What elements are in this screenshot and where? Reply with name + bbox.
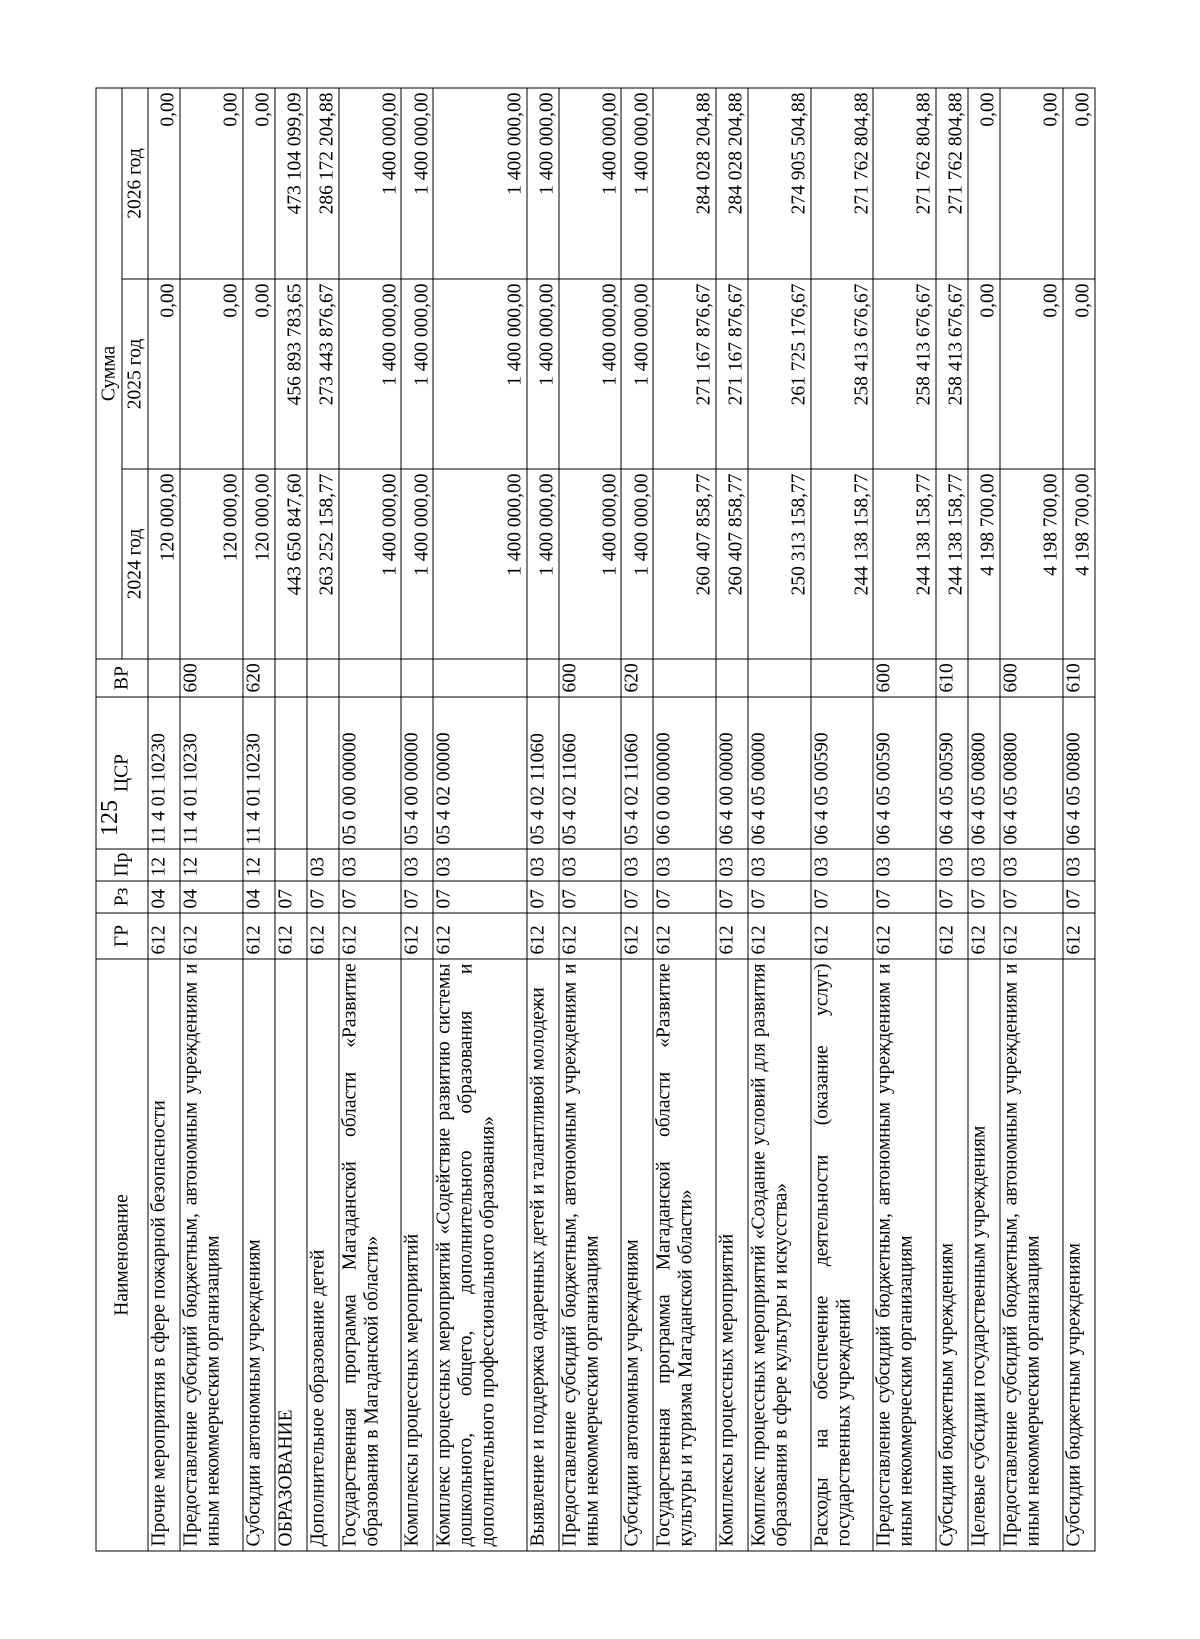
cell-gr: 612 [968, 913, 1000, 959]
cell-y2026: 1 400 000,00 [621, 88, 653, 279]
cell-y2025: 1 400 000,00 [527, 279, 559, 469]
cell-gr: 612 [1063, 913, 1095, 959]
cell-gr: 612 [621, 913, 653, 959]
cell-csr: 06 4 05 00590 [936, 697, 968, 849]
cell-y2024: 1 400 000,00 [527, 469, 559, 659]
table-row [148, 88, 180, 1551]
cell-y2026: 0,00 [148, 88, 180, 279]
cell-gr: 612 [275, 913, 307, 959]
cell-y2025: 0,00 [968, 279, 1000, 469]
header-2025: 2025 год [122, 279, 148, 469]
page-number: 125 [97, 800, 123, 836]
cell-vr: 600 [559, 659, 622, 697]
cell-csr: 05 4 02 11060 [559, 697, 622, 849]
cell-rz: 07 [653, 881, 716, 913]
cell-gr: 612 [527, 913, 559, 959]
cell-pr: 12 [148, 849, 180, 881]
cell-pr: 03 [716, 849, 748, 881]
cell-csr: 11 4 01 10230 [180, 697, 243, 849]
cell-vr: 610 [936, 659, 968, 697]
cell-name: Предоставление субсидий бюджетным, автономным учреждениям и иным некоммерческим организациям [873, 959, 936, 1551]
table-row [873, 88, 936, 1551]
cell-y2024: 120 000,00 [243, 469, 275, 659]
cell-y2025: 1 400 000,00 [621, 279, 653, 469]
cell-y2025: 258 413 676,67 [936, 279, 968, 469]
cell-y2025: 273 443 876,67 [307, 279, 339, 469]
cell-gr: 612 [339, 913, 402, 959]
cell-y2024: 443 650 847,60 [275, 469, 307, 659]
cell-y2024: 4 198 700,00 [968, 469, 1000, 659]
cell-rz: 07 [811, 881, 874, 913]
cell-pr: 03 [527, 849, 559, 881]
cell-rz: 07 [275, 881, 307, 913]
cell-y2026: 0,00 [243, 88, 275, 279]
cell-gr: 612 [936, 913, 968, 959]
table-row [307, 88, 339, 1551]
header-gr: ГР [96, 913, 148, 959]
cell-y2025: 0,00 [243, 279, 275, 469]
cell-gr: 612 [180, 913, 243, 959]
cell-rz: 07 [401, 881, 433, 913]
cell-name: Субсидии автономным учреждениям [243, 959, 275, 1551]
cell-csr: 11 4 01 10230 [243, 697, 275, 849]
cell-vr: 620 [621, 659, 653, 697]
cell-name: Комплекс процессных мероприятий «Создание условий для развития образования в сфере культуры и искусства» [748, 959, 811, 1551]
cell-y2025: 1 400 000,00 [401, 279, 433, 469]
cell-vr [968, 659, 1000, 697]
cell-name: Предоставление субсидий бюджетным, автономным учреждениям и иным некоммерческим организациям [559, 959, 622, 1551]
header-csr: ЦСР [96, 697, 148, 849]
cell-y2026: 0,00 [1000, 88, 1063, 279]
budget-table [96, 88, 1096, 1552]
cell-vr [275, 659, 307, 697]
cell-vr [401, 659, 433, 697]
cell-csr: 06 4 05 00800 [1063, 697, 1095, 849]
cell-pr: 03 [433, 849, 526, 881]
cell-name: Выявление и поддержка одаренных детей и талантливой молодежи [527, 959, 559, 1551]
cell-y2026: 0,00 [968, 88, 1000, 279]
cell-y2024: 244 138 158,77 [811, 469, 874, 659]
cell-pr: 03 [968, 849, 1000, 881]
cell-csr [275, 697, 307, 849]
cell-pr [275, 849, 307, 881]
cell-rz: 07 [559, 881, 622, 913]
table-row [716, 88, 748, 1551]
cell-vr [527, 659, 559, 697]
cell-gr: 612 [716, 913, 748, 959]
cell-pr: 03 [1000, 849, 1063, 881]
cell-y2026: 1 400 000,00 [559, 88, 622, 279]
table-row [559, 88, 622, 1551]
table-row [433, 88, 526, 1551]
cell-gr: 612 [559, 913, 622, 959]
cell-y2026: 286 172 204,88 [307, 88, 339, 279]
cell-y2025: 0,00 [1063, 279, 1095, 469]
cell-y2025: 1 400 000,00 [433, 279, 526, 469]
cell-vr: 600 [180, 659, 243, 697]
cell-rz: 04 [180, 881, 243, 913]
cell-y2024: 1 400 000,00 [621, 469, 653, 659]
cell-rz: 07 [716, 881, 748, 913]
header-2024: 2024 год [122, 469, 148, 659]
cell-vr: 620 [243, 659, 275, 697]
cell-csr: 11 4 01 10230 [148, 697, 180, 849]
cell-rz: 04 [148, 881, 180, 913]
cell-pr: 03 [1063, 849, 1095, 881]
table-row [748, 88, 811, 1551]
cell-csr: 05 4 00 00000 [401, 697, 433, 849]
cell-pr: 03 [748, 849, 811, 881]
cell-vr [653, 659, 716, 697]
cell-gr: 612 [243, 913, 275, 959]
cell-gr: 612 [1000, 913, 1063, 959]
cell-y2025: 258 413 676,67 [873, 279, 936, 469]
table-row [527, 88, 559, 1551]
cell-gr: 612 [401, 913, 433, 959]
cell-y2026: 1 400 000,00 [527, 88, 559, 279]
cell-name: Комплексы процессных мероприятий [716, 959, 748, 1551]
cell-gr: 612 [433, 913, 526, 959]
cell-y2024: 120 000,00 [148, 469, 180, 659]
cell-name: Государственная программа Магаданской области «Развитие образования в Магаданской области» [339, 959, 402, 1551]
cell-rz: 07 [936, 881, 968, 913]
cell-y2024: 4 198 700,00 [1000, 469, 1063, 659]
cell-y2025: 0,00 [148, 279, 180, 469]
cell-y2024: 1 400 000,00 [433, 469, 526, 659]
cell-rz: 07 [621, 881, 653, 913]
cell-y2024: 263 252 158,77 [307, 469, 339, 659]
cell-name: Государственная программа Магаданской области «Развитие культуры и туризма Магаданской области» [653, 959, 716, 1551]
cell-y2026: 284 028 204,88 [716, 88, 748, 279]
table-row [621, 88, 653, 1551]
cell-y2024: 120 000,00 [180, 469, 243, 659]
cell-pr: 03 [339, 849, 402, 881]
cell-y2024: 1 400 000,00 [401, 469, 433, 659]
cell-name: Расходы на обеспечение деятельности (оказание услуг) государственных учреждений [811, 959, 874, 1551]
cell-rz: 07 [433, 881, 526, 913]
cell-rz: 07 [748, 881, 811, 913]
cell-vr: 600 [1000, 659, 1063, 697]
cell-csr: 06 0 00 00000 [653, 697, 716, 849]
cell-y2026: 473 104 099,09 [275, 88, 307, 279]
cell-y2024: 244 138 158,77 [873, 469, 936, 659]
header-vr: ВР [96, 659, 148, 697]
cell-csr: 06 4 05 00800 [1000, 697, 1063, 849]
table-row [968, 88, 1000, 1551]
cell-gr: 612 [653, 913, 716, 959]
cell-y2026: 1 400 000,00 [339, 88, 402, 279]
cell-y2024: 260 407 858,77 [716, 469, 748, 659]
cell-y2026: 271 762 804,88 [811, 88, 874, 279]
cell-rz: 07 [527, 881, 559, 913]
table-row [401, 88, 433, 1551]
cell-y2026: 271 762 804,88 [873, 88, 936, 279]
cell-name: Субсидии автономным учреждениям [621, 959, 653, 1551]
cell-pr: 03 [307, 849, 339, 881]
cell-y2025: 456 893 783,65 [275, 279, 307, 469]
cell-rz: 07 [1063, 881, 1095, 913]
cell-pr: 03 [936, 849, 968, 881]
cell-gr: 612 [873, 913, 936, 959]
cell-pr: 03 [401, 849, 433, 881]
cell-vr [811, 659, 874, 697]
cell-rz: 07 [873, 881, 936, 913]
cell-name: Целевые субсидии государственным учреждениям [968, 959, 1000, 1551]
cell-csr: 06 4 05 00000 [748, 697, 811, 849]
cell-name: ОБРАЗОВАНИЕ [275, 959, 307, 1551]
cell-y2025: 1 400 000,00 [559, 279, 622, 469]
table-row [936, 88, 968, 1551]
cell-csr: 06 4 00 00000 [716, 697, 748, 849]
cell-name: Субсидии бюджетным учреждениям [1063, 959, 1095, 1551]
cell-name: Предоставление субсидий бюджетным, автономным учреждениям и иным некоммерческим организациям [1000, 959, 1063, 1551]
cell-rz: 04 [243, 881, 275, 913]
table-row [275, 88, 307, 1551]
header-name: Наименование [96, 959, 148, 1551]
cell-y2026: 0,00 [180, 88, 243, 279]
cell-y2024: 260 407 858,77 [653, 469, 716, 659]
cell-csr [307, 697, 339, 849]
cell-vr [433, 659, 526, 697]
cell-y2025: 271 167 876,67 [653, 279, 716, 469]
cell-name: Прочие мероприятия в сфере пожарной безопасности [148, 959, 180, 1551]
cell-y2024: 244 138 158,77 [936, 469, 968, 659]
table-row [180, 88, 243, 1551]
cell-gr: 612 [148, 913, 180, 959]
cell-name: Субсидии бюджетным учреждениям [936, 959, 968, 1551]
cell-vr [148, 659, 180, 697]
cell-name: Дополнительное образование детей [307, 959, 339, 1551]
cell-csr: 06 4 05 00590 [873, 697, 936, 849]
cell-csr: 06 4 05 00590 [811, 697, 874, 849]
cell-rz: 07 [307, 881, 339, 913]
cell-vr: 610 [1063, 659, 1095, 697]
cell-csr: 06 4 05 00800 [968, 697, 1000, 849]
cell-pr: 12 [243, 849, 275, 881]
header-pr: Пр [96, 849, 148, 881]
cell-name: Комплекс процессных мероприятий «Содействие развитию системы дошкольного, общего, дополнительного образования и дополнительного профессионального образования» [433, 959, 526, 1551]
rotated-table-wrapper [96, 89, 1096, 1552]
cell-y2025: 0,00 [180, 279, 243, 469]
cell-y2025: 271 167 876,67 [716, 279, 748, 469]
header-rz: Рз [96, 881, 148, 913]
cell-rz: 07 [1000, 881, 1063, 913]
table-row [1063, 88, 1095, 1551]
cell-pr: 03 [653, 849, 716, 881]
cell-y2024: 1 400 000,00 [339, 469, 402, 659]
cell-pr: 03 [873, 849, 936, 881]
cell-y2024: 1 400 000,00 [559, 469, 622, 659]
cell-y2025: 1 400 000,00 [339, 279, 402, 469]
table-row [243, 88, 275, 1551]
cell-name: Предоставление субсидий бюджетным, автономным учреждениям и иным некоммерческим организациям [180, 959, 243, 1551]
cell-rz: 07 [339, 881, 402, 913]
cell-y2026: 1 400 000,00 [433, 88, 526, 279]
cell-gr: 612 [748, 913, 811, 959]
header-2026: 2026 год [122, 88, 148, 279]
cell-pr: 12 [180, 849, 243, 881]
table-body [148, 88, 1095, 1551]
cell-name: Комплексы процессных мероприятий [401, 959, 433, 1551]
cell-pr: 03 [811, 849, 874, 881]
cell-gr: 612 [307, 913, 339, 959]
cell-vr [339, 659, 402, 697]
header-sum: Сумма [96, 88, 122, 659]
cell-csr: 05 4 02 00000 [433, 697, 526, 849]
cell-y2025: 261 725 176,67 [748, 279, 811, 469]
cell-csr: 05 4 02 11060 [621, 697, 653, 849]
cell-y2024: 250 313 158,77 [748, 469, 811, 659]
cell-y2025: 258 413 676,67 [811, 279, 874, 469]
table-row [811, 88, 874, 1551]
cell-csr: 05 0 00 00000 [339, 697, 402, 849]
cell-vr [716, 659, 748, 697]
cell-pr: 03 [559, 849, 622, 881]
cell-y2026: 271 762 804,88 [936, 88, 968, 279]
table-row [339, 88, 402, 1551]
cell-pr: 03 [621, 849, 653, 881]
cell-vr: 600 [873, 659, 936, 697]
cell-vr [748, 659, 811, 697]
cell-y2026: 1 400 000,00 [401, 88, 433, 279]
table-row [1000, 88, 1063, 1551]
cell-y2026: 284 028 204,88 [653, 88, 716, 279]
cell-y2024: 4 198 700,00 [1063, 469, 1095, 659]
cell-csr: 05 4 02 11060 [527, 697, 559, 849]
cell-vr [307, 659, 339, 697]
cell-y2026: 274 905 504,88 [748, 88, 811, 279]
cell-rz: 07 [968, 881, 1000, 913]
cell-y2026: 0,00 [1063, 88, 1095, 279]
cell-gr: 612 [811, 913, 874, 959]
table-row [653, 88, 716, 1551]
cell-y2025: 0,00 [1000, 279, 1063, 469]
